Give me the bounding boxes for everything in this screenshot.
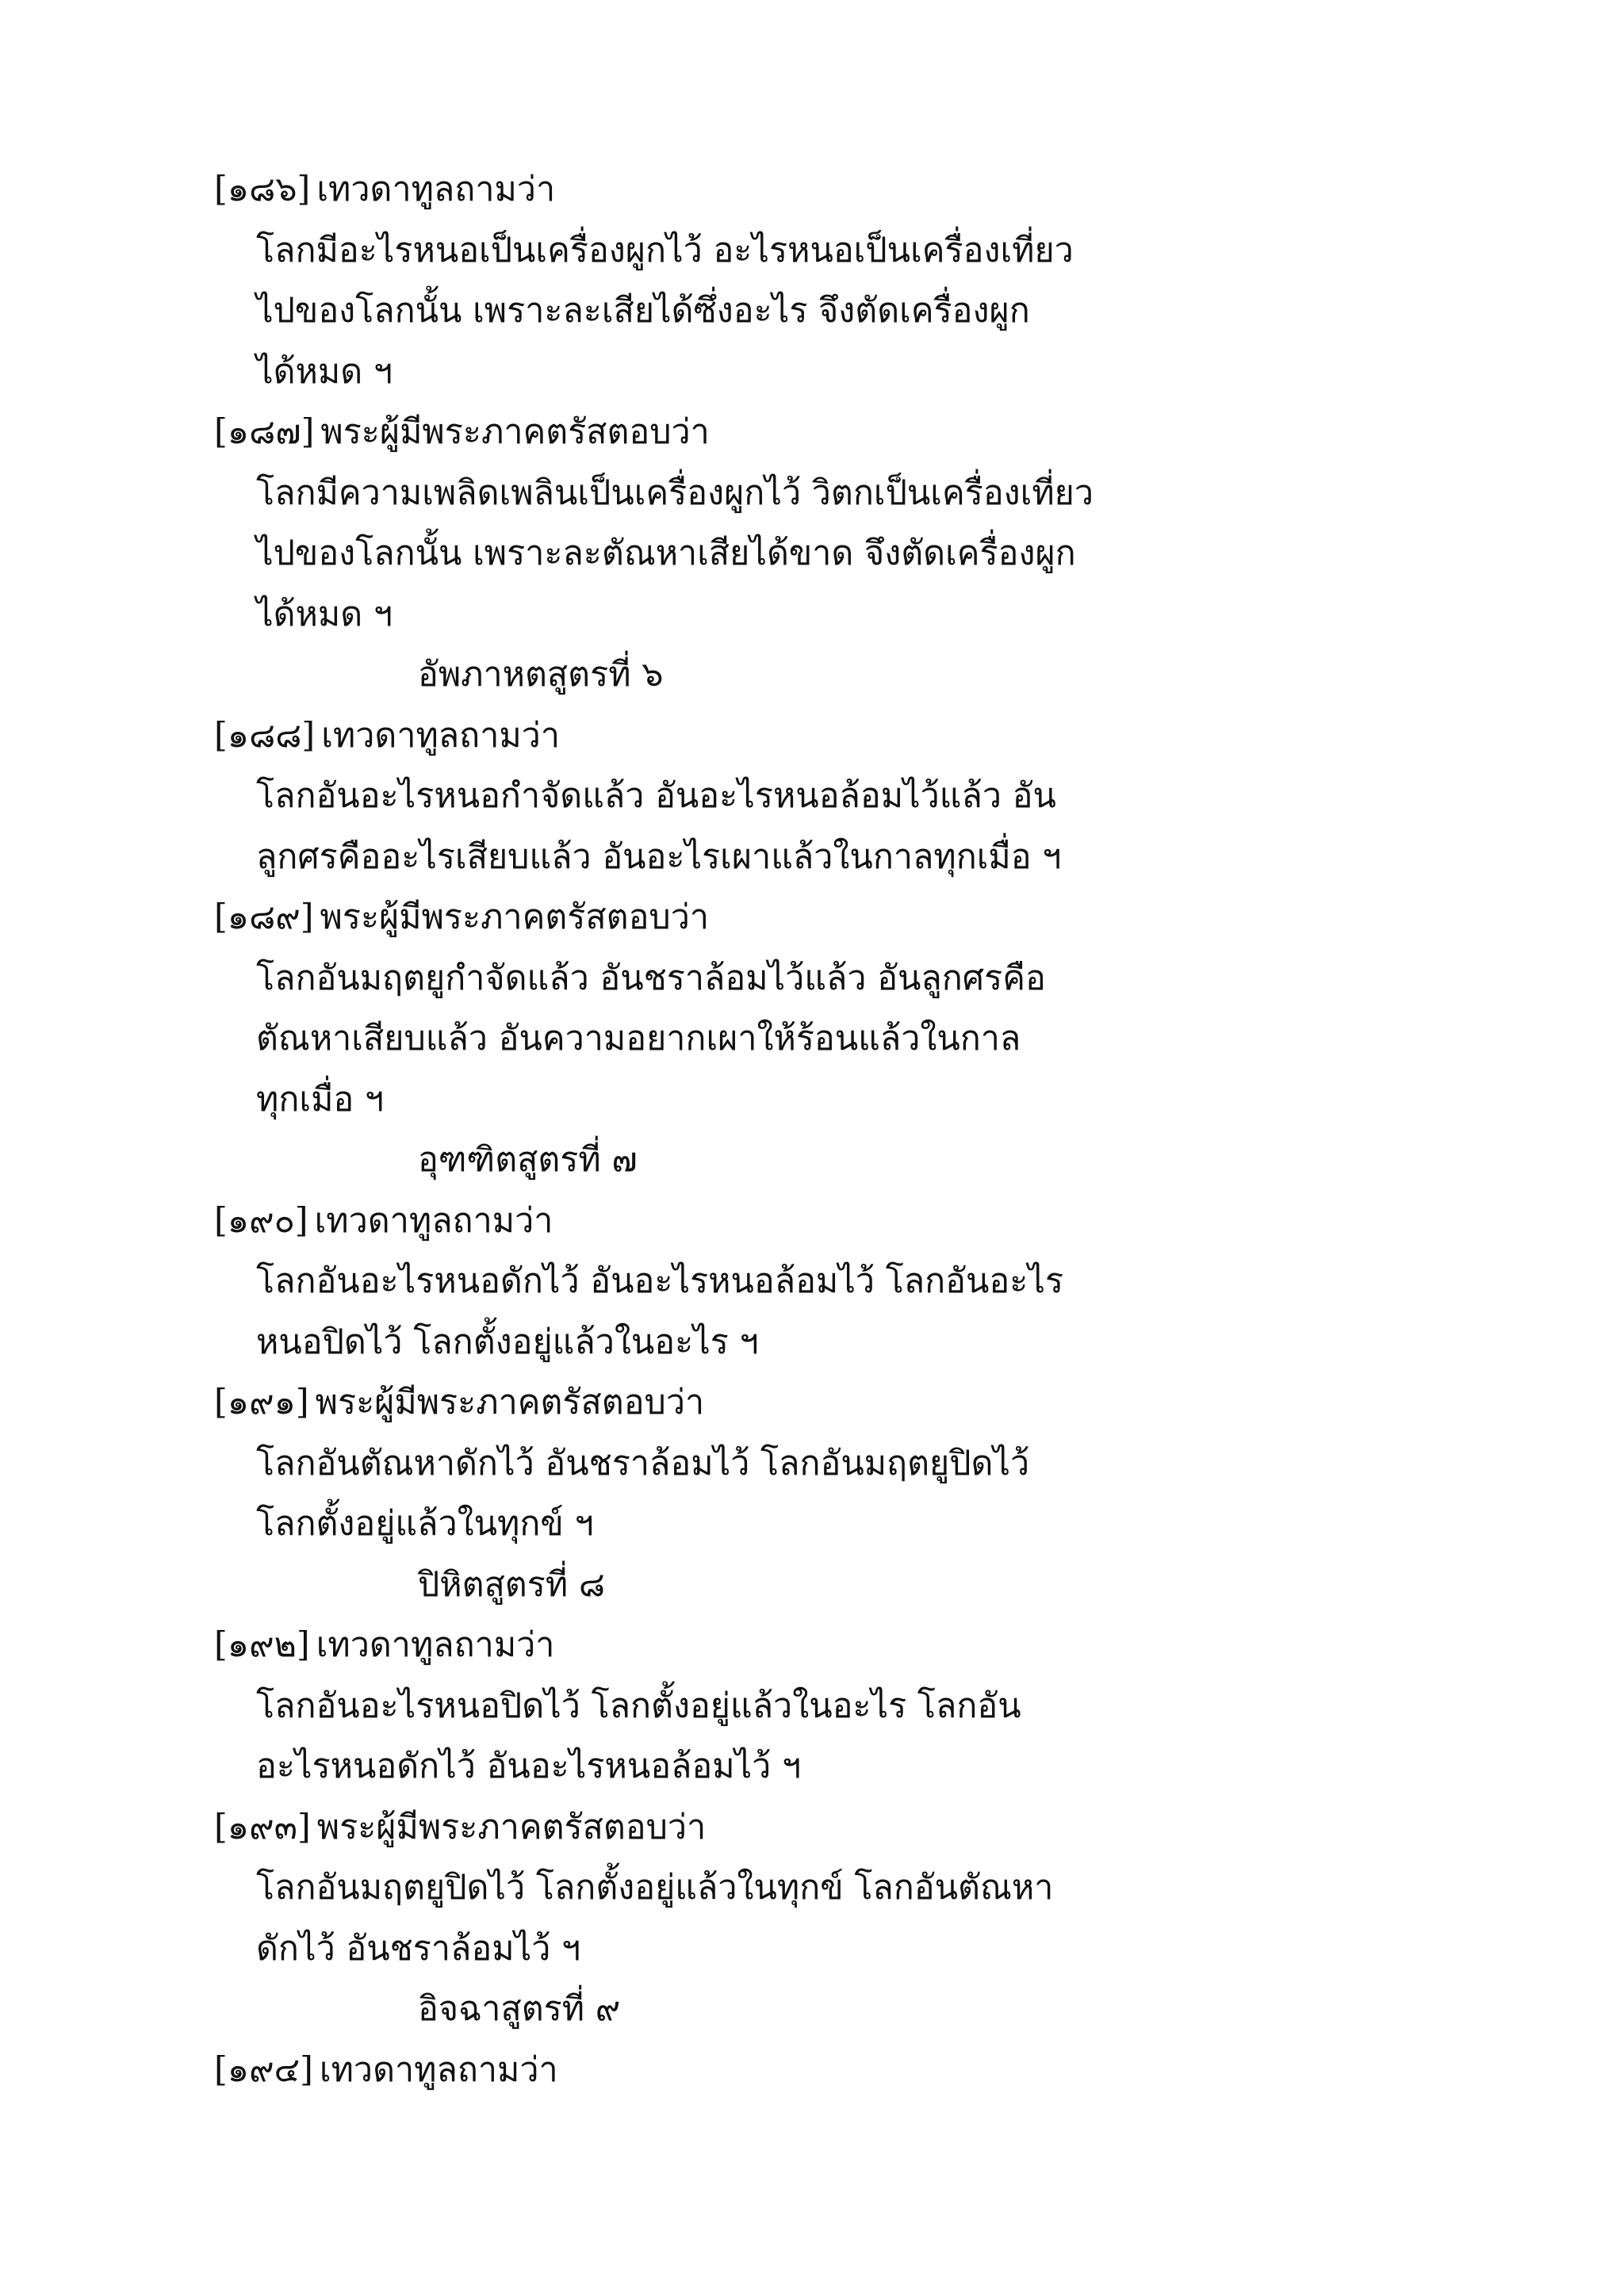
verse-line — [214, 1372, 1499, 1433]
body-line: โลกอันมฤตยูกำจัดแล้ว อันชราล้อมไว้แล้ว อันลูกศรคือ — [256, 958, 1046, 998]
verse-speaker: เทวดาทูลถามว่า — [319, 2049, 558, 2090]
verse-number: [๑๙๐] — [214, 1200, 308, 1241]
verse-speaker: เทวดาทูลถามว่า — [316, 1625, 555, 1665]
sutta-heading: ปิหิตสูตรที่ ๘ — [418, 1564, 606, 1605]
body-line: ได้หมด ฯ — [256, 351, 393, 392]
verse-number: [๑๙๒] — [214, 1625, 310, 1665]
verse-speaker: เทวดาทูลถามว่า — [321, 715, 560, 756]
body-line: ทุกเมื่อ ฯ — [256, 1079, 385, 1119]
verse-line — [214, 1797, 1499, 1858]
verse-speaker: พระผู้มีพระภาคตรัสตอบว่า — [320, 897, 709, 937]
verse-number: [๑๙๓] — [214, 1807, 311, 1847]
verse-speaker: พระผู้มีพระภาคตรัสตอบว่า — [316, 1807, 707, 1847]
verse-speaker: พระผู้มีพระภาคตรัสตอบว่า — [315, 1383, 705, 1422]
verse-number: [๑๙๔] — [214, 2049, 313, 2090]
body-line: โลกตั้งอยู่แล้วในทุกข์ ฯ — [256, 1504, 594, 1544]
body-line: โลกอันอะไรหนอปิดไว้ โลกตั้งอยู่แล้วในอะไร โลกอัน — [256, 1686, 1021, 1726]
verse-line — [214, 159, 1499, 220]
verse-number: [๑๘๘] — [214, 715, 316, 756]
verse-speaker: เทวดาทูลถามว่า — [314, 1200, 553, 1241]
verse-number: [๑๙๑] — [214, 1383, 309, 1422]
body-line: ตัณหาเสียบแล้ว อันความอยากเผาให้ร้อนแล้วในกาล — [256, 1019, 1021, 1058]
body-line: ดักไว้ อันชราล้อมไว้ ฯ — [256, 1928, 581, 1969]
verse-line — [214, 706, 1499, 767]
body-line: ลูกศรคืออะไรเสียบแล้ว อันอะไรเผาแล้วในกาลทุกเมื่อ ฯ — [256, 836, 1062, 877]
body-line: โลกอันมฤตยูปิดไว้ โลกตั้งอยู่แล้วในทุกข์ โลกอันตัณหา — [256, 1868, 1054, 1908]
verse-number: [๑๘๗] — [214, 412, 315, 452]
verse-line — [214, 887, 1499, 948]
verse-line — [214, 402, 1499, 463]
body-line: โลกมีความเพลิดเพลินเป็นเครื่องผูกไว้ วิตกเป็นเครื่องเที่ยว — [256, 473, 1094, 513]
body-line: โลกอันอะไรหนอดักไว้ อันอะไรหนอล้อมไว้ โลกอันอะไร — [256, 1261, 1064, 1301]
page-content — [214, 159, 1499, 2100]
body-line: อะไรหนอดักไว้ อันอะไรหนอล้อมไว้ ฯ — [256, 1747, 802, 1786]
body-line: โลกอันตัณหาดักไว้ อันชราล้อมไว้ โลกอันมฤตยูปิดไว้ — [256, 1443, 1030, 1483]
verse-speaker: เทวดาทูลถามว่า — [316, 170, 556, 209]
body-line: หนอปิดไว้ โลกตั้งอยู่แล้วในอะไร ฯ — [256, 1322, 759, 1362]
body-line: โลกมีอะไรหนอเป็นเครื่องผูกไว้ อะไรหนอเป็นเครื่องเที่ยว — [256, 230, 1074, 270]
verse-line — [214, 1191, 1499, 1252]
body-line: ไปของโลกนั้น เพราะละเสียได้ซึ่งอะไร จึงตัดเครื่องผูก — [256, 291, 1030, 331]
verse-number: [๑๘๙] — [214, 897, 314, 937]
verse-number: [๑๘๖] — [214, 170, 311, 209]
body-line: โลกอันอะไรหนอกำจัดแล้ว อันอะไรหนอล้อมไว้แล้ว อัน — [256, 776, 1056, 816]
verse-line — [214, 1615, 1499, 1676]
body-line: ไปของโลกนั้น เพราะละตัณหาเสียได้ขาด จึงตัดเครื่องผูก — [256, 534, 1076, 573]
verse-line — [214, 2040, 1499, 2101]
verse-speaker: พระผู้มีพระภาคตรัสตอบว่า — [320, 412, 710, 452]
body-line: ได้หมด ฯ — [256, 594, 393, 634]
sutta-heading: อิจฉาสูตรที่ ๙ — [418, 1989, 621, 2029]
sutta-heading: อัพภาหตสูตรที่ ๖ — [418, 655, 664, 695]
sutta-heading: อุฑฑิตสูตรที่ ๗ — [418, 1140, 638, 1180]
